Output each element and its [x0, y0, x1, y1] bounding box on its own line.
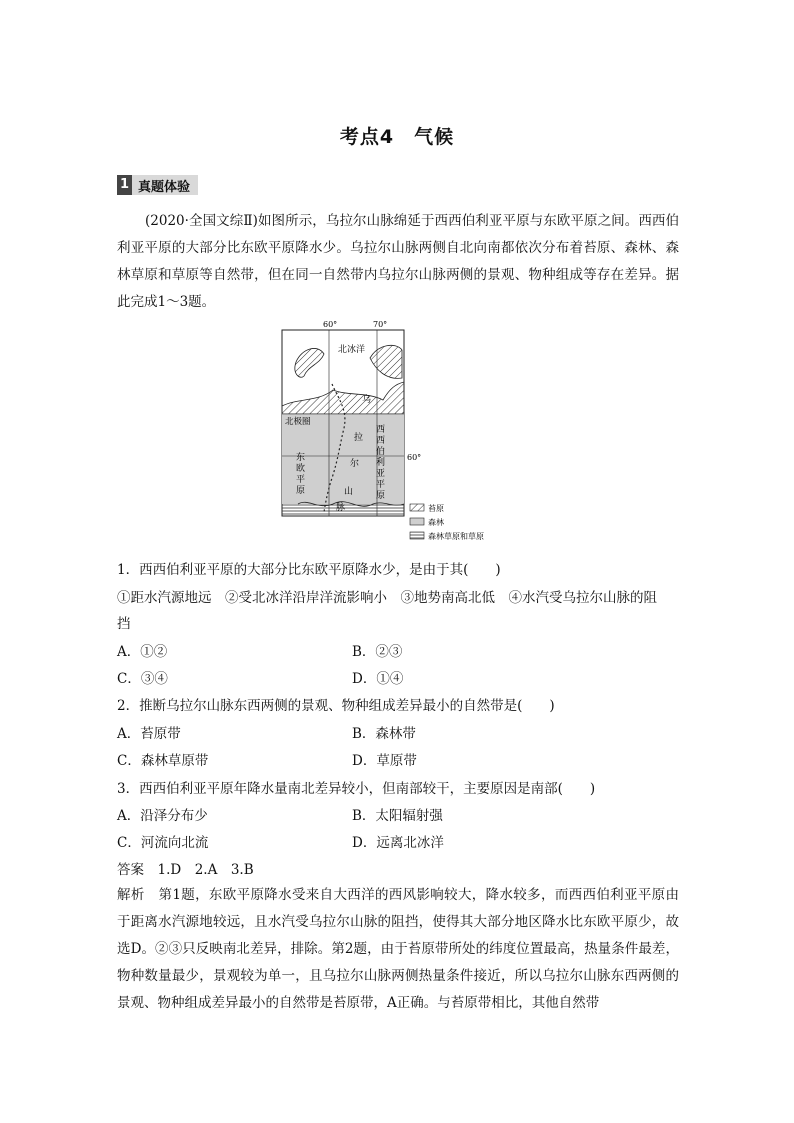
east-europe-char: 原	[296, 486, 306, 496]
legend-steppe: 森林草原和草原	[428, 532, 484, 541]
question-2-stem: 2．推断乌拉尔山脉东西两侧的景观、物种组成差异最小的自然带是( )	[117, 698, 555, 714]
ocean-label: 北冰洋	[338, 345, 366, 355]
question-1-items: ①距水汽源地远 ②受北冰洋沿岸洋流影响小 ③地势南高北低 ④水汽受乌拉尔山脉的阻	[117, 590, 657, 606]
q1-option-a[interactable]: A．①②	[117, 644, 168, 660]
legend-swatch-tundra	[410, 504, 424, 511]
q2-option-b[interactable]: B．森林带	[352, 726, 416, 742]
lon-label-70: 70°	[373, 320, 388, 329]
q2-option-a[interactable]: A．苔原带	[117, 726, 181, 742]
east-europe-char: 欧	[296, 464, 306, 474]
answer-line: 答案 1.D 2.A 3.B	[117, 862, 254, 878]
west-siberia-char: 原	[376, 491, 386, 501]
q1-option-c[interactable]: C．③④	[117, 671, 168, 687]
legend-swatch-steppe	[410, 532, 424, 539]
q3-option-d[interactable]: D．远离北冰洋	[352, 835, 444, 851]
q3-option-a[interactable]: A．沿泽分布少	[117, 808, 208, 824]
section-number: 1	[117, 175, 132, 195]
lat-label-60: 60°	[407, 453, 422, 462]
intro-paragraph: (2020·全国文综Ⅱ)如图所示，乌拉尔山脉绵延于西西伯利亚平原与东欧平原之间。西西伯利亚平原的大部分比东欧平原降水少。乌拉尔山脉两侧自北向南都依次分布着苔原、森林、森林草原和草原等自然带，但在同一自然带内乌拉尔山脉两侧的景观、物种组成等存在差异。据此完成1～3题。	[117, 213, 679, 310]
lon-label-60: 60°	[323, 320, 338, 329]
west-siberia-char: 西	[376, 425, 386, 435]
mountain-char: 乌	[362, 395, 372, 405]
mountain-char: 山	[344, 487, 354, 497]
west-siberia-char: 伯	[376, 447, 386, 457]
ural-map	[278, 318, 510, 546]
question-3-stem: 3．西西伯利亚平原年降水量南北差异较小，但南部较干，主要原因是南部( )	[117, 781, 596, 797]
legend-tundra: 苔原	[428, 504, 444, 513]
east-europe-char: 东	[296, 453, 306, 463]
mountain-char: 脉	[336, 503, 346, 513]
west-siberia-char: 西	[376, 436, 386, 446]
page-title: 考点4 气候	[339, 126, 455, 148]
west-siberia-char: 亚	[376, 469, 386, 479]
q3-option-b[interactable]: B．太阳辐射强	[352, 808, 443, 824]
west-siberia-char: 利	[376, 458, 386, 468]
q3-option-c[interactable]: C．河流向北流	[117, 835, 209, 851]
east-europe-char: 平	[296, 475, 306, 485]
section-label: 真题体验	[138, 179, 191, 195]
mountain-char: 尔	[350, 459, 360, 469]
question-1-items-cont: 挡	[117, 616, 131, 632]
q1-option-d[interactable]: D．①④	[352, 671, 404, 687]
legend-forest: 森林	[428, 518, 444, 527]
q2-option-c[interactable]: C．森林草原带	[117, 753, 209, 769]
section-header	[117, 175, 198, 195]
analysis-paragraph: 解析 第1题，东欧平原降水受来自大西洋的西风影响较大，降水较多，而西西伯利亚平原由于距离水汽源地较远，且水汽受乌拉尔山脉的阻挡，使得其大部分地区降水比东欧平原少，故选D。②③只反映南北差异，排除。第2题，由于苔原带所处的纬度位置最高，热量条件最差，物种数量最少，景观较为单一，且乌拉尔山脉两侧热量条件接近，所以乌拉尔山脉东西两侧的景观、物种组成差异最小的自然带是苔原带，A正确。与苔原带相比，其他自然带	[117, 887, 679, 1011]
q1-option-b[interactable]: B．②③	[352, 644, 403, 660]
q2-option-d[interactable]: D．草原带	[352, 753, 417, 769]
west-siberia-char: 平	[376, 480, 386, 490]
mountain-char: 拉	[354, 433, 364, 443]
arctic-circle-label: 北极圈	[285, 417, 311, 427]
legend-swatch-forest	[410, 518, 424, 525]
question-1-stem: 1．西西伯利亚平原的大部分比东欧平原降水少，是由于其( )	[117, 562, 501, 578]
